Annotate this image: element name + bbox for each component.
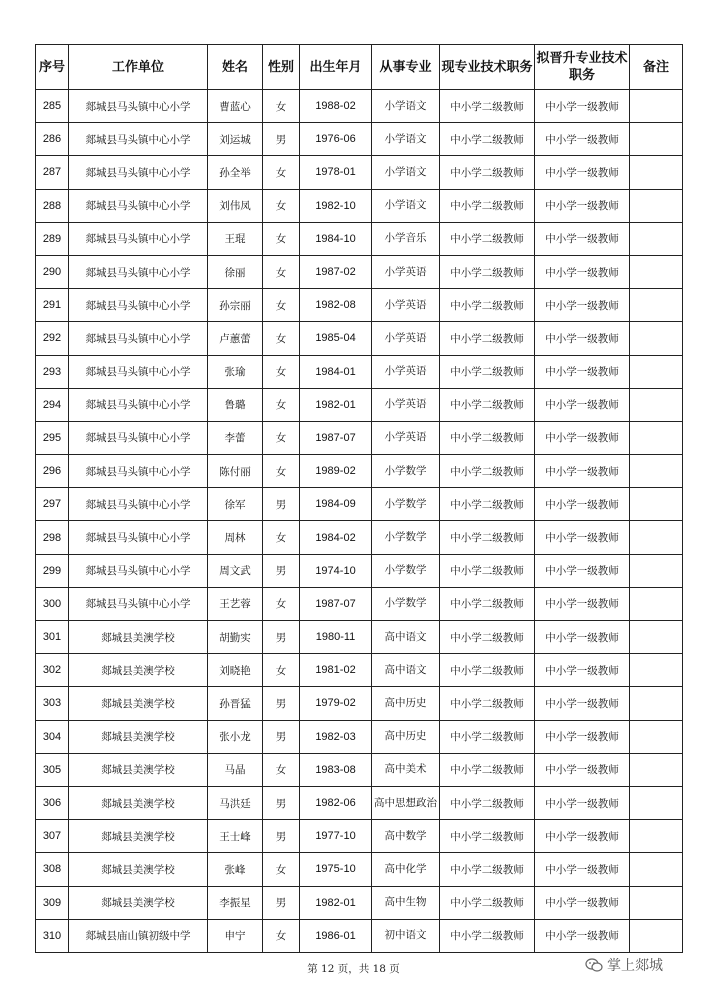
cell-subject: 小学语文 — [372, 123, 440, 156]
cell-subject: 小学数学 — [372, 521, 440, 554]
cell-gender: 男 — [263, 720, 300, 753]
cell-birth: 1987-02 — [300, 255, 372, 288]
cell-target-title: 中小学一级教师 — [535, 488, 630, 521]
cell-name: 张峰 — [208, 853, 263, 886]
cell-gender: 男 — [263, 621, 300, 654]
cell-target-title: 中小学一级教师 — [535, 587, 630, 620]
cell-target-title: 中小学一级教师 — [535, 521, 630, 554]
cell-gender: 女 — [263, 654, 300, 687]
cell-name: 徐丽 — [208, 255, 263, 288]
cell-remark — [630, 687, 683, 720]
cell-index: 293 — [36, 355, 69, 388]
cell-subject: 高中语文 — [372, 654, 440, 687]
cell-unit: 郯城县马头镇中心小学 — [69, 289, 208, 322]
cell-target-title: 中小学一级教师 — [535, 687, 630, 720]
cell-gender: 女 — [263, 521, 300, 554]
cell-unit: 郯城县马头镇中心小学 — [69, 322, 208, 355]
cell-remark — [630, 853, 683, 886]
cell-gender: 女 — [263, 753, 300, 786]
cell-remark — [630, 521, 683, 554]
cell-unit: 郯城县马头镇中心小学 — [69, 587, 208, 620]
cell-current-title: 中小学二级教师 — [440, 156, 535, 189]
cell-index: 300 — [36, 587, 69, 620]
cell-name: 孙全举 — [208, 156, 263, 189]
cell-target-title: 中小学一级教师 — [535, 421, 630, 454]
cell-name: 陈付丽 — [208, 455, 263, 488]
cell-birth: 1977-10 — [300, 820, 372, 853]
cell-birth: 1976-06 — [300, 123, 372, 156]
cell-birth: 1985-04 — [300, 322, 372, 355]
cell-current-title: 中小学二级教师 — [440, 919, 535, 952]
cell-birth: 1983-08 — [300, 753, 372, 786]
cell-current-title: 中小学二级教师 — [440, 189, 535, 222]
cell-target-title: 中小学一级教师 — [535, 255, 630, 288]
cell-unit: 郯城县美澳学校 — [69, 720, 208, 753]
cell-name: 周林 — [208, 521, 263, 554]
cell-birth: 1982-01 — [300, 886, 372, 919]
cell-gender: 女 — [263, 222, 300, 255]
cell-subject: 小学数学 — [372, 455, 440, 488]
cell-current-title: 中小学二级教师 — [440, 720, 535, 753]
cell-index: 304 — [36, 720, 69, 753]
cell-birth: 1986-01 — [300, 919, 372, 952]
cell-index: 286 — [36, 123, 69, 156]
cell-current-title: 中小学二级教师 — [440, 322, 535, 355]
cell-birth: 1984-10 — [300, 222, 372, 255]
cell-gender: 男 — [263, 123, 300, 156]
cell-gender: 男 — [263, 488, 300, 521]
cell-name: 马晶 — [208, 753, 263, 786]
cell-subject: 小学语文 — [372, 189, 440, 222]
cell-birth: 1979-02 — [300, 687, 372, 720]
cell-index: 290 — [36, 255, 69, 288]
cell-birth: 1987-07 — [300, 421, 372, 454]
cell-target-title: 中小学一级教师 — [535, 123, 630, 156]
cell-remark — [630, 355, 683, 388]
cell-unit: 郯城县美澳学校 — [69, 753, 208, 786]
cell-unit: 郯城县马头镇中心小学 — [69, 90, 208, 123]
cell-index: 287 — [36, 156, 69, 189]
cell-subject: 高中思想政治 — [372, 786, 440, 819]
cell-name: 卢蕙蕾 — [208, 322, 263, 355]
cell-index: 308 — [36, 853, 69, 886]
cell-subject: 小学语文 — [372, 90, 440, 123]
table-row — [36, 289, 683, 322]
cell-gender: 女 — [263, 853, 300, 886]
cell-birth: 1978-01 — [300, 156, 372, 189]
cell-remark — [630, 488, 683, 521]
cell-unit: 郯城县美澳学校 — [69, 853, 208, 886]
cell-target-title: 中小学一级教师 — [535, 156, 630, 189]
cell-current-title: 中小学二级教师 — [440, 90, 535, 123]
cell-current-title: 中小学二级教师 — [440, 886, 535, 919]
cell-birth: 1982-06 — [300, 786, 372, 819]
cell-index: 298 — [36, 521, 69, 554]
table-row — [36, 421, 683, 454]
cell-unit: 郯城县马头镇中心小学 — [69, 554, 208, 587]
cell-index: 294 — [36, 388, 69, 421]
cell-name: 刘运城 — [208, 123, 263, 156]
cell-name: 申宁 — [208, 919, 263, 952]
cell-index: 307 — [36, 820, 69, 853]
cell-name: 孙晋猛 — [208, 687, 263, 720]
watermark-text: 掌上郯城 — [607, 958, 663, 974]
cell-current-title: 中小学二级教师 — [440, 521, 535, 554]
cell-unit: 郯城县马头镇中心小学 — [69, 156, 208, 189]
table-row — [36, 488, 683, 521]
cell-birth: 1984-01 — [300, 355, 372, 388]
cell-name: 李蕾 — [208, 421, 263, 454]
cell-target-title: 中小学一级教师 — [535, 786, 630, 819]
cell-current-title: 中小学二级教师 — [440, 421, 535, 454]
cell-birth: 1982-03 — [300, 720, 372, 753]
table-row — [36, 355, 683, 388]
cell-target-title: 中小学一级教师 — [535, 189, 630, 222]
cell-birth: 1982-10 — [300, 189, 372, 222]
cell-target-title: 中小学一级教师 — [535, 222, 630, 255]
cell-unit: 郯城县美澳学校 — [69, 820, 208, 853]
cell-name: 王艺蓉 — [208, 587, 263, 620]
cell-remark — [630, 388, 683, 421]
cell-remark — [630, 621, 683, 654]
cell-name: 胡勤实 — [208, 621, 263, 654]
cell-name: 王琨 — [208, 222, 263, 255]
cell-unit: 郯城县美澳学校 — [69, 886, 208, 919]
cell-remark — [630, 554, 683, 587]
table-row — [36, 587, 683, 620]
cell-birth: 1984-09 — [300, 488, 372, 521]
cell-subject: 高中数学 — [372, 820, 440, 853]
table-row — [36, 455, 683, 488]
cell-subject: 初中语文 — [372, 919, 440, 952]
table-row — [36, 621, 683, 654]
col-header-unit: 工作单位 — [69, 45, 208, 90]
table-row — [36, 322, 683, 355]
cell-target-title: 中小学一级教师 — [535, 388, 630, 421]
cell-gender: 女 — [263, 322, 300, 355]
cell-index: 296 — [36, 455, 69, 488]
cell-remark — [630, 189, 683, 222]
cell-unit: 郯城县马头镇中心小学 — [69, 255, 208, 288]
cell-target-title: 中小学一级教师 — [535, 90, 630, 123]
cell-unit: 郯城县马头镇中心小学 — [69, 388, 208, 421]
cell-gender: 女 — [263, 289, 300, 322]
wechat-icon — [585, 958, 603, 972]
cell-index: 297 — [36, 488, 69, 521]
cell-subject: 高中历史 — [372, 687, 440, 720]
cell-index: 295 — [36, 421, 69, 454]
cell-unit: 郯城县马头镇中心小学 — [69, 455, 208, 488]
cell-remark — [630, 886, 683, 919]
cell-gender: 女 — [263, 455, 300, 488]
cell-target-title: 中小学一级教师 — [535, 820, 630, 853]
cell-current-title: 中小学二级教师 — [440, 621, 535, 654]
cell-index: 299 — [36, 554, 69, 587]
cell-current-title: 中小学二级教师 — [440, 753, 535, 786]
table-row — [36, 189, 683, 222]
cell-gender: 女 — [263, 421, 300, 454]
cell-name: 鲁璐 — [208, 388, 263, 421]
cell-current-title: 中小学二级教师 — [440, 255, 535, 288]
cell-name: 刘伟凤 — [208, 189, 263, 222]
cell-birth: 1982-01 — [300, 388, 372, 421]
col-header-gender: 性别 — [263, 45, 300, 90]
page-number: 第 12 页，共 18 页 — [307, 963, 400, 975]
cell-name: 孙宗丽 — [208, 289, 263, 322]
cell-name: 徐军 — [208, 488, 263, 521]
cell-unit: 郯城县马头镇中心小学 — [69, 488, 208, 521]
table-row — [36, 123, 683, 156]
cell-subject: 高中生物 — [372, 886, 440, 919]
cell-target-title: 中小学一级教师 — [535, 886, 630, 919]
cell-subject: 高中化学 — [372, 853, 440, 886]
cell-remark — [630, 654, 683, 687]
cell-index: 285 — [36, 90, 69, 123]
cell-gender: 女 — [263, 255, 300, 288]
cell-subject: 小学数学 — [372, 488, 440, 521]
cell-remark — [630, 786, 683, 819]
cell-birth: 1988-02 — [300, 90, 372, 123]
teacher-list-table — [35, 44, 683, 953]
cell-unit: 郯城县美澳学校 — [69, 621, 208, 654]
cell-name: 李振星 — [208, 886, 263, 919]
table-row — [36, 786, 683, 819]
cell-birth: 1980-11 — [300, 621, 372, 654]
col-header-current-title: 现专业技术职务 — [440, 45, 535, 90]
cell-index: 291 — [36, 289, 69, 322]
col-header-subject: 从事专业 — [372, 45, 440, 90]
cell-name: 刘晓艳 — [208, 654, 263, 687]
cell-remark — [630, 455, 683, 488]
cell-subject: 小学英语 — [372, 255, 440, 288]
cell-remark — [630, 919, 683, 952]
cell-unit: 郯城县马头镇中心小学 — [69, 355, 208, 388]
cell-target-title: 中小学一级教师 — [535, 853, 630, 886]
cell-subject: 小学英语 — [372, 355, 440, 388]
table-row — [36, 90, 683, 123]
cell-current-title: 中小学二级教师 — [440, 786, 535, 819]
cell-subject: 高中历史 — [372, 720, 440, 753]
table-row — [36, 554, 683, 587]
cell-name: 张小龙 — [208, 720, 263, 753]
cell-index: 288 — [36, 189, 69, 222]
table-row — [36, 255, 683, 288]
cell-unit: 郯城县马头镇中心小学 — [69, 123, 208, 156]
cell-birth: 1981-02 — [300, 654, 372, 687]
cell-birth: 1975-10 — [300, 853, 372, 886]
cell-unit: 郯城县马头镇中心小学 — [69, 521, 208, 554]
cell-gender: 男 — [263, 820, 300, 853]
cell-birth: 1974-10 — [300, 554, 372, 587]
cell-remark — [630, 90, 683, 123]
cell-name: 张瑜 — [208, 355, 263, 388]
cell-current-title: 中小学二级教师 — [440, 587, 535, 620]
table-row — [36, 820, 683, 853]
table-row — [36, 753, 683, 786]
cell-target-title: 中小学一级教师 — [535, 455, 630, 488]
cell-index: 305 — [36, 753, 69, 786]
table-row — [36, 687, 683, 720]
cell-index: 289 — [36, 222, 69, 255]
cell-name: 曹蓝心 — [208, 90, 263, 123]
cell-subject: 小学英语 — [372, 322, 440, 355]
cell-gender: 女 — [263, 919, 300, 952]
cell-unit: 郯城县庙山镇初级中学 — [69, 919, 208, 952]
cell-unit: 郯城县马头镇中心小学 — [69, 222, 208, 255]
cell-target-title: 中小学一级教师 — [535, 919, 630, 952]
cell-target-title: 中小学一级教师 — [535, 621, 630, 654]
cell-current-title: 中小学二级教师 — [440, 488, 535, 521]
cell-current-title: 中小学二级教师 — [440, 554, 535, 587]
cell-gender: 女 — [263, 189, 300, 222]
cell-target-title: 中小学一级教师 — [535, 322, 630, 355]
cell-index: 310 — [36, 919, 69, 952]
table-row — [36, 853, 683, 886]
cell-gender: 男 — [263, 886, 300, 919]
cell-remark — [630, 255, 683, 288]
cell-current-title: 中小学二级教师 — [440, 123, 535, 156]
cell-current-title: 中小学二级教师 — [440, 355, 535, 388]
cell-birth: 1989-02 — [300, 455, 372, 488]
cell-gender: 男 — [263, 554, 300, 587]
cell-remark — [630, 123, 683, 156]
cell-unit: 郯城县马头镇中心小学 — [69, 189, 208, 222]
col-header-target-title: 拟晋升专业技术职务 — [535, 45, 630, 90]
cell-subject: 高中语文 — [372, 621, 440, 654]
table-header — [36, 45, 683, 90]
cell-subject: 小学语文 — [372, 156, 440, 189]
cell-birth: 1982-08 — [300, 289, 372, 322]
cell-subject: 小学英语 — [372, 289, 440, 322]
table-row — [36, 156, 683, 189]
cell-remark — [630, 720, 683, 753]
cell-birth: 1984-02 — [300, 521, 372, 554]
cell-birth: 1987-07 — [300, 587, 372, 620]
cell-subject: 小学英语 — [372, 421, 440, 454]
cell-gender: 女 — [263, 90, 300, 123]
cell-gender: 男 — [263, 786, 300, 819]
cell-subject: 小学数学 — [372, 554, 440, 587]
cell-remark — [630, 587, 683, 620]
cell-remark — [630, 322, 683, 355]
cell-unit: 郯城县美澳学校 — [69, 654, 208, 687]
col-header-remark: 备注 — [630, 45, 683, 90]
cell-gender: 男 — [263, 687, 300, 720]
cell-current-title: 中小学二级教师 — [440, 455, 535, 488]
table-row — [36, 886, 683, 919]
cell-subject: 高中美术 — [372, 753, 440, 786]
cell-name: 王士峰 — [208, 820, 263, 853]
cell-gender: 女 — [263, 587, 300, 620]
cell-unit: 郯城县马头镇中心小学 — [69, 421, 208, 454]
cell-index: 292 — [36, 322, 69, 355]
table-body — [36, 90, 683, 953]
table-row — [36, 521, 683, 554]
cell-name: 周文武 — [208, 554, 263, 587]
cell-remark — [630, 421, 683, 454]
cell-target-title: 中小学一级教师 — [535, 355, 630, 388]
cell-current-title: 中小学二级教师 — [440, 289, 535, 322]
cell-unit: 郯城县美澳学校 — [69, 786, 208, 819]
cell-index: 303 — [36, 687, 69, 720]
cell-target-title: 中小学一级教师 — [535, 720, 630, 753]
cell-unit: 郯城县美澳学校 — [69, 687, 208, 720]
cell-current-title: 中小学二级教师 — [440, 853, 535, 886]
col-header-name: 姓名 — [208, 45, 263, 90]
cell-current-title: 中小学二级教师 — [440, 388, 535, 421]
cell-gender: 女 — [263, 388, 300, 421]
cell-gender: 女 — [263, 355, 300, 388]
cell-remark — [630, 820, 683, 853]
cell-current-title: 中小学二级教师 — [440, 820, 535, 853]
cell-target-title: 中小学一级教师 — [535, 753, 630, 786]
cell-target-title: 中小学一级教师 — [535, 654, 630, 687]
cell-remark — [630, 156, 683, 189]
cell-index: 302 — [36, 654, 69, 687]
table-row — [36, 222, 683, 255]
table-row — [36, 654, 683, 687]
cell-index: 306 — [36, 786, 69, 819]
cell-remark — [630, 289, 683, 322]
col-header-index: 序号 — [36, 45, 69, 90]
cell-index: 309 — [36, 886, 69, 919]
cell-subject: 小学英语 — [372, 388, 440, 421]
cell-target-title: 中小学一级教师 — [535, 289, 630, 322]
table-row — [36, 720, 683, 753]
cell-current-title: 中小学二级教师 — [440, 687, 535, 720]
col-header-birth: 出生年月 — [300, 45, 372, 90]
source-watermark — [585, 955, 663, 975]
cell-remark — [630, 222, 683, 255]
table-row — [36, 388, 683, 421]
cell-gender: 女 — [263, 156, 300, 189]
table-row — [36, 919, 683, 952]
cell-current-title: 中小学二级教师 — [440, 654, 535, 687]
cell-current-title: 中小学二级教师 — [440, 222, 535, 255]
cell-target-title: 中小学一级教师 — [535, 554, 630, 587]
cell-subject: 小学音乐 — [372, 222, 440, 255]
cell-subject: 小学数学 — [372, 587, 440, 620]
cell-name: 马洪廷 — [208, 786, 263, 819]
cell-index: 301 — [36, 621, 69, 654]
cell-remark — [630, 753, 683, 786]
